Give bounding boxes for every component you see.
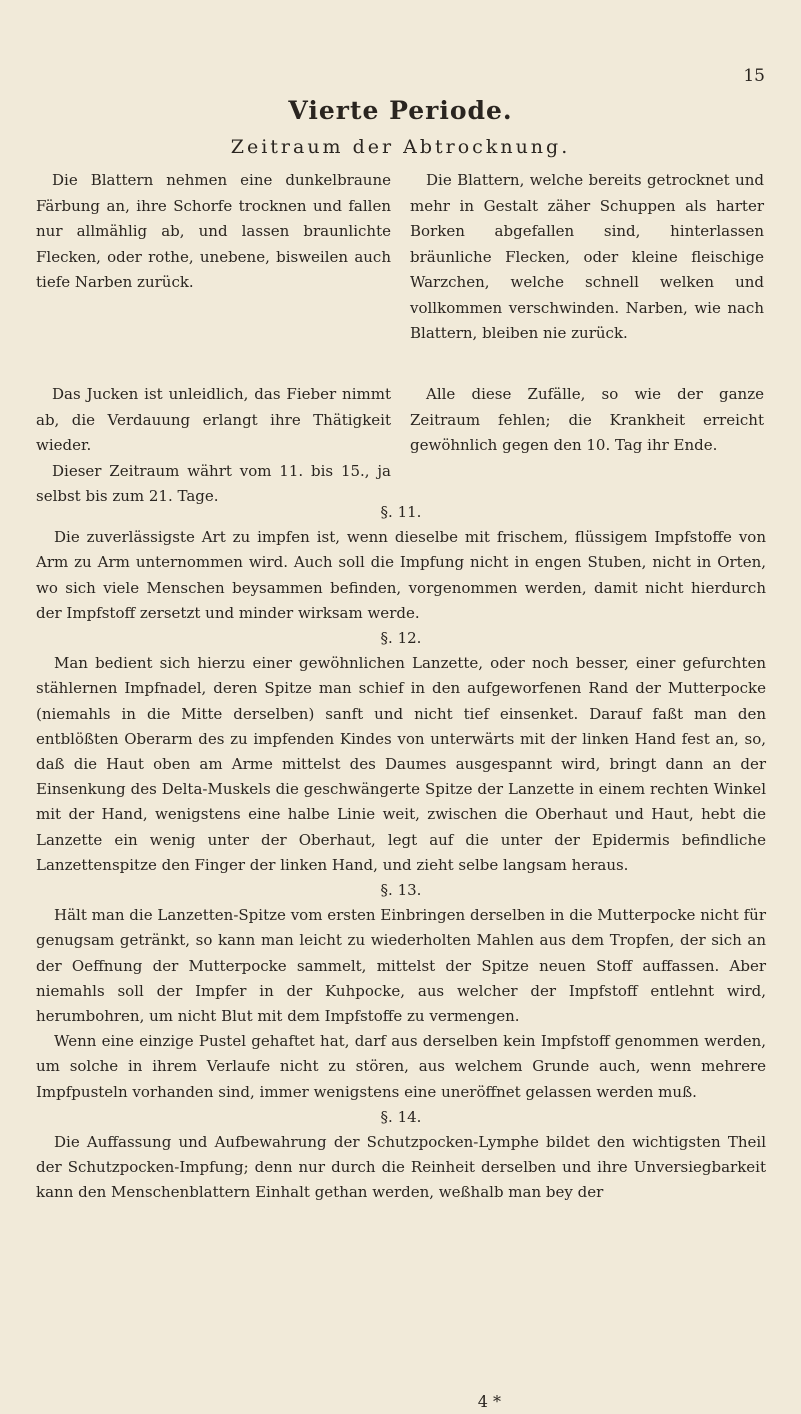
right-paragraph-2: Alle diese Zufälle, so wie der ganze Zeitraum fehlen; die Krankheit erreicht gewöhnlich gegen den 10. Tag ihr Ende. bbox=[410, 385, 764, 454]
right-paragraph-1: Die Blattern, welche bereits getrocknet und mehr in Gestalt zäher Schuppen als harter Borken abgefallen sind, hinterlassen bräunliche Flecken, oder kleine fleischige Warzchen, welche schnell welken und vollkommen verschwinden. Narben, wie nach Blattern, bleiben nie zurück. bbox=[410, 171, 764, 342]
section-13-paragraph-2: Wenn eine einzige Pustel gehaftet hat, darf aus derselben kein Impfstoff genommen werden, um solche in ihrem Verlaufe nicht zu stören, aus welchem Grunde auch, wenn mehrere Impfpusteln vorhanden sind, immer wenigstens eine uneröffnet gelassen werden muß. bbox=[36, 1032, 766, 1101]
main-text bbox=[36, 500, 766, 1206]
period-heading: Vierte Periode. bbox=[288, 96, 513, 125]
section-14-label: §. 14. bbox=[380, 1107, 422, 1126]
section-11-text: Die zuverlässigste Art zu impfen ist, wenn dieselbe mit frischem, flüssigem Impfstoffe von Arm zu Arm unternommen wird. Auch soll die Impfung nicht in engen Stuben, nicht in Orten, wo sich viele Menschen beysammen befinden, vorgenommen werden, damit nicht hierdurch der Impfstoff zersetzt und minder wirksam werde. bbox=[36, 528, 766, 622]
right-column-block1 bbox=[410, 168, 764, 347]
left-column-block2 bbox=[36, 382, 391, 510]
section-12-label: §. 12. bbox=[380, 629, 422, 648]
left-paragraph-1: Die Blattern nehmen eine dunkelbraune Färbung an, ihre Schorfe trocknen und fallen nur allmählig ab, und lassen braunlichte Flecken, oder rothe, unebene, bisweilen auch tiefe Narben zurück. bbox=[36, 171, 391, 291]
period-subheading: Zeitraum der Abtrocknung. bbox=[230, 136, 571, 158]
page-number: 15 bbox=[743, 66, 765, 86]
section-11-label: §. 11. bbox=[380, 503, 422, 521]
right-column-block2 bbox=[410, 382, 764, 459]
left-paragraph-2: Das Jucken ist unleidlich, das Fieber nimmt ab, die Verdauung erlangt ihre Thätigkeit wieder. bbox=[36, 385, 391, 454]
signature-mark: 4 * bbox=[477, 1392, 501, 1411]
left-column-block1 bbox=[36, 168, 391, 296]
section-13-paragraph-1: Hält man die Lanzetten-Spitze vom ersten Einbringen derselben in die Mutterpocke nicht für genugsam getränkt, so kann man leicht zu wiederholten Mahlen aus dem Tropfen, der sich an der Oeffnung der Mutterpocke sammelt, mittelst der Spitze neuen Stoff auffassen. Aber niemahls soll der Impfer in der Kuhpocke, aus welcher der Impfstoff entlehnt wird, herumbohren, um nicht Blut mit dem Impfstoffe zu vermengen. bbox=[36, 906, 766, 1026]
left-paragraph-3: Dieser Zeitraum währt vom 11. bis 15., ja selbst bis zum 21. Tage. bbox=[36, 461, 391, 505]
section-13-label: §. 13. bbox=[380, 881, 422, 900]
section-12-text: Man bedient sich hierzu einer gewöhnlichen Lanzette, oder noch besser, einer gefurchten stählernen Impfnadel, deren Spitze man schief in den aufgeworfenen Rand der Mutterpocke (niemahls in die Mitte derselben) sanft und nicht tief einsenket. Darauf faßt man den entblößten Oberarm des zu impfenden Kindes von unterwärts mit der linken Hand fest an, so, daß die Haut oben am Arme mittelst des Daumes ausgespannt wird, bringt dann an der Einsenkung des Delta-Muskels die geschwängerte Spitze der Lanzette in einem rechten Winkel mit der Hand, wenigstens eine halbe Linie weit, zwischen die Oberhaut und Haut, hebt die Lanzette ein wenig unter der Oberhaut, legt auf die unter der Epidermis befindliche Lanzettenspitze den Finger der linken Hand, und zieht selbe langsam heraus. bbox=[36, 654, 766, 874]
section-14-text: Die Auffassung und Aufbewahrung der Schutzpocken-Lymphe bildet den wichtigsten Theil der Schutzpocken-Impfung; denn nur durch die Reinheit derselben und ihre Unversiegbarkeit kann den Menschenblattern Einhalt gethan werden, weßhalb man bey der bbox=[36, 1133, 766, 1202]
